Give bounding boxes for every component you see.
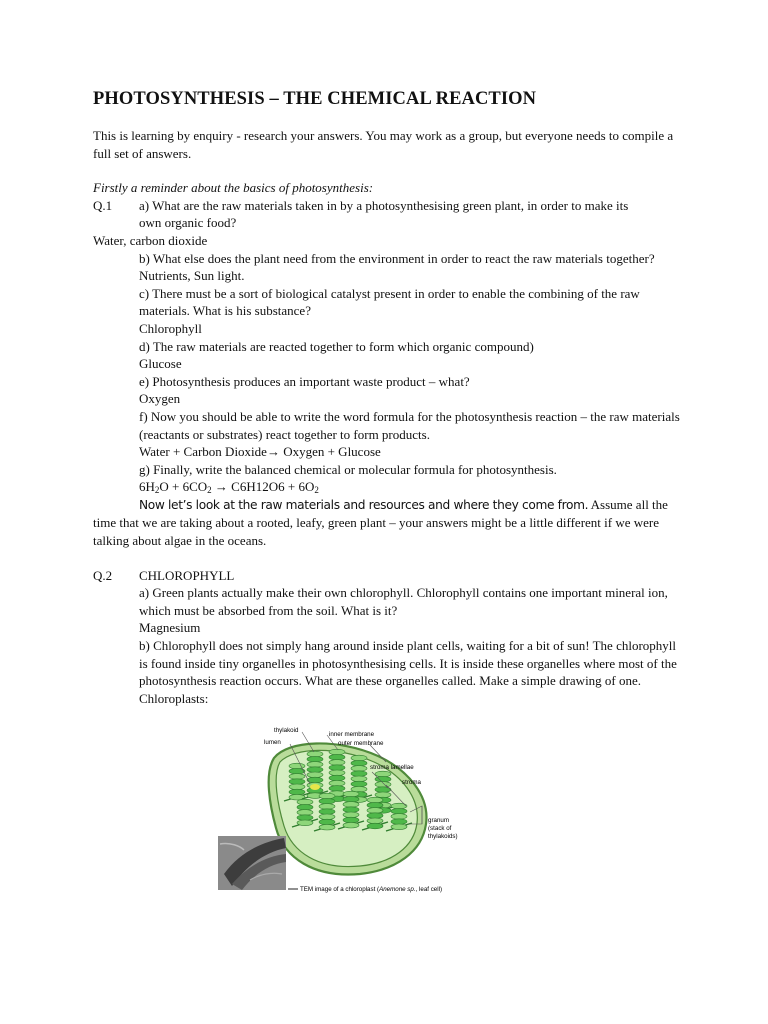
q1-e-answer: Oxygen: [139, 391, 181, 407]
thylakoid-disc: [343, 822, 359, 828]
thylakoid-disc: [319, 804, 335, 810]
q1-a-question: [93, 197, 683, 215]
q1-f-answer: Water + Carbon Dioxide→ Oxygen + Glucose: [139, 444, 381, 460]
figure-caption: TEM image of a chloroplast (Anemone sp., leaf cell): [300, 886, 443, 893]
thylakoid-disc: [307, 772, 323, 778]
thylakoid-disc: [367, 802, 383, 808]
thylakoid-disc: [329, 786, 345, 792]
thylakoid-disc: [351, 771, 367, 777]
thylakoid-disc: [329, 760, 345, 766]
q1-g-question: g) Finally, write the balanced chemical or molecular formula for photosynthesis.: [139, 461, 557, 477]
intro-paragraph: This is learning by enquiry - research your answers. You may work as a group, but everyone needs to compile a full set of answers.: [93, 128, 674, 161]
thylakoid-disc: [329, 765, 345, 771]
thylakoid-disc: [391, 814, 407, 820]
q1-c-answer: Chlorophyll: [139, 320, 202, 336]
q1-a-text-cont: own organic food?: [139, 215, 237, 231]
thylakoid-disc: [391, 803, 407, 809]
thylakoid-disc: [375, 771, 391, 777]
thylakoid-disc: [319, 793, 335, 799]
q1-g-answer: [93, 478, 683, 496]
thylakoid-label: thylakoid: [274, 727, 299, 734]
thylakoid-disc: [297, 820, 313, 826]
thylakoid-disc: [297, 815, 313, 821]
transition-sans-text: Now let’s look at the raw materials and resources and where they come from.: [139, 497, 589, 512]
q1-b-question: b) What else does the plant need from the environment in order to react the raw materials together?: [139, 250, 655, 266]
thylakoid-disc: [367, 818, 383, 824]
thylakoid-disc: [329, 770, 345, 776]
formula-part: 6H: [139, 479, 155, 495]
thylakoid-disc: [289, 789, 305, 795]
granum-label: granum: [428, 817, 449, 824]
thylakoid-disc: [391, 819, 407, 825]
q1-a-answer: Water, carbon dioxide: [93, 232, 208, 248]
inner-membrane-label: inner membrane: [329, 731, 375, 738]
thylakoid-disc: [289, 779, 305, 785]
thylakoid-disc: [351, 755, 367, 761]
tem-image: [218, 836, 298, 890]
thylakoid-disc: [329, 780, 345, 786]
granum-sub-label: thylakoids): [428, 833, 458, 840]
thylakoid-disc: [351, 781, 367, 787]
thylakoid-disc: [329, 749, 345, 755]
thylakoid-disc: [351, 776, 367, 782]
q2-heading: [93, 567, 683, 585]
thylakoid-disc: [367, 813, 383, 819]
thylakoid-disc: [367, 808, 383, 814]
lumen-spot: [310, 784, 320, 790]
thylakoid-disc: [343, 796, 359, 802]
chloroplast-diagram: [210, 724, 470, 896]
thylakoid-disc: [307, 762, 323, 768]
question-number: Q.1: [93, 197, 113, 213]
thylakoid-disc: [289, 763, 305, 769]
formula-subscript: 2: [314, 485, 319, 496]
thylakoid-disc: [367, 797, 383, 803]
reminder-text: Firstly a reminder about the basics of photosynthesis:: [93, 180, 374, 196]
q1-b-answer: Nutrients, Sun light.: [139, 268, 245, 284]
question-number: Q.2: [93, 567, 113, 583]
thylakoid-disc: [351, 766, 367, 772]
thylakoid-disc: [289, 774, 305, 780]
lumen-label: lumen: [264, 739, 281, 746]
outer-membrane-label: outer membrane: [338, 740, 384, 747]
thylakoid-disc: [391, 824, 407, 830]
thylakoid-disc: [367, 823, 383, 829]
thylakoid-disc: [289, 784, 305, 790]
q2-b-question: b) Chlorophyll does not simply hang around inside plant cells, waiting for a bit of sun! The chlorophyll is found inside tiny organelles in photosynthesising cells. It is inside these organelles where most of the photosynthesis reaction occurs. What are these organelles called. Make a simple drawing of one.: [139, 638, 677, 689]
thylakoid-disc: [297, 804, 313, 810]
thylakoid-disc: [343, 812, 359, 818]
thylakoid-disc: [307, 751, 323, 757]
thylakoid-disc: [319, 809, 335, 815]
thylakoid-disc: [307, 767, 323, 773]
formula-part: → C6H12O6 + 6O: [211, 479, 315, 495]
q1-d-answer: Glucose: [139, 356, 182, 372]
thylakoid-disc: [375, 792, 391, 798]
thylakoid-disc: [319, 814, 335, 820]
thylakoid-disc: [329, 775, 345, 781]
thylakoid-disc: [351, 760, 367, 766]
q1-c-question: c) There must be a sort of biological catalyst present in order to enable the combining of the raw materials. What is his substance?: [139, 285, 640, 319]
q1-d-question: d) The raw materials are reacted together to form which organic compound): [139, 338, 534, 354]
thylakoid-disc: [307, 756, 323, 762]
page-title: PHOTOSYNTHESIS – THE CHEMICAL REACTION: [93, 89, 537, 109]
transition-paragraph: [93, 496, 683, 550]
thylakoid-disc: [343, 791, 359, 797]
stroma-lamellae-label: stroma lamellae: [370, 764, 414, 771]
stroma-label: stroma: [402, 779, 421, 786]
thylakoid-disc: [297, 799, 313, 805]
formula-subscript: 2: [207, 485, 212, 496]
q2-title: CHLOROPHYLL: [139, 567, 235, 583]
granum-sub-label: (stack of: [428, 825, 452, 832]
thylakoid-disc: [319, 824, 335, 830]
q1-f-question: f) Now you should be able to write the word formula for the photosynthesis reaction – the raw materials (reactants or substrates) react together to form products.: [139, 408, 680, 442]
q2-a-question: a) Green plants actually make their own chlorophyll. Chlorophyll contains one important mineral ion, which must be absorbed from the soil. What is it?: [139, 585, 668, 618]
thylakoid-disc: [319, 798, 335, 804]
q1-e-question: e) Photosynthesis produces an important waste product – what?: [139, 373, 470, 389]
thylakoid-disc: [329, 754, 345, 760]
thylakoid-disc: [375, 782, 391, 788]
thylakoid-disc: [297, 810, 313, 816]
formula-subscript: 2: [154, 485, 160, 496]
transition-text: Assume all the time that we are taking about a rooted, leafy, green plant – your answers might be a little different if we were talking about algae in the oceans.: [93, 496, 668, 549]
thylakoid-disc: [343, 817, 359, 823]
thylakoid-disc: [319, 819, 335, 825]
thylakoid-disc: [391, 808, 407, 814]
q2-b-answer: Chloroplasts:: [139, 690, 209, 706]
thylakoid-disc: [343, 802, 359, 808]
q1-a-text: a) What are the raw materials taken in by a photosynthesising green plant, in order to make its: [139, 197, 629, 213]
formula-part: O + 6CO: [159, 479, 208, 495]
thylakoid-disc: [343, 807, 359, 813]
q2-a-answer: Magnesium: [139, 620, 201, 636]
thylakoid-disc: [307, 777, 323, 783]
